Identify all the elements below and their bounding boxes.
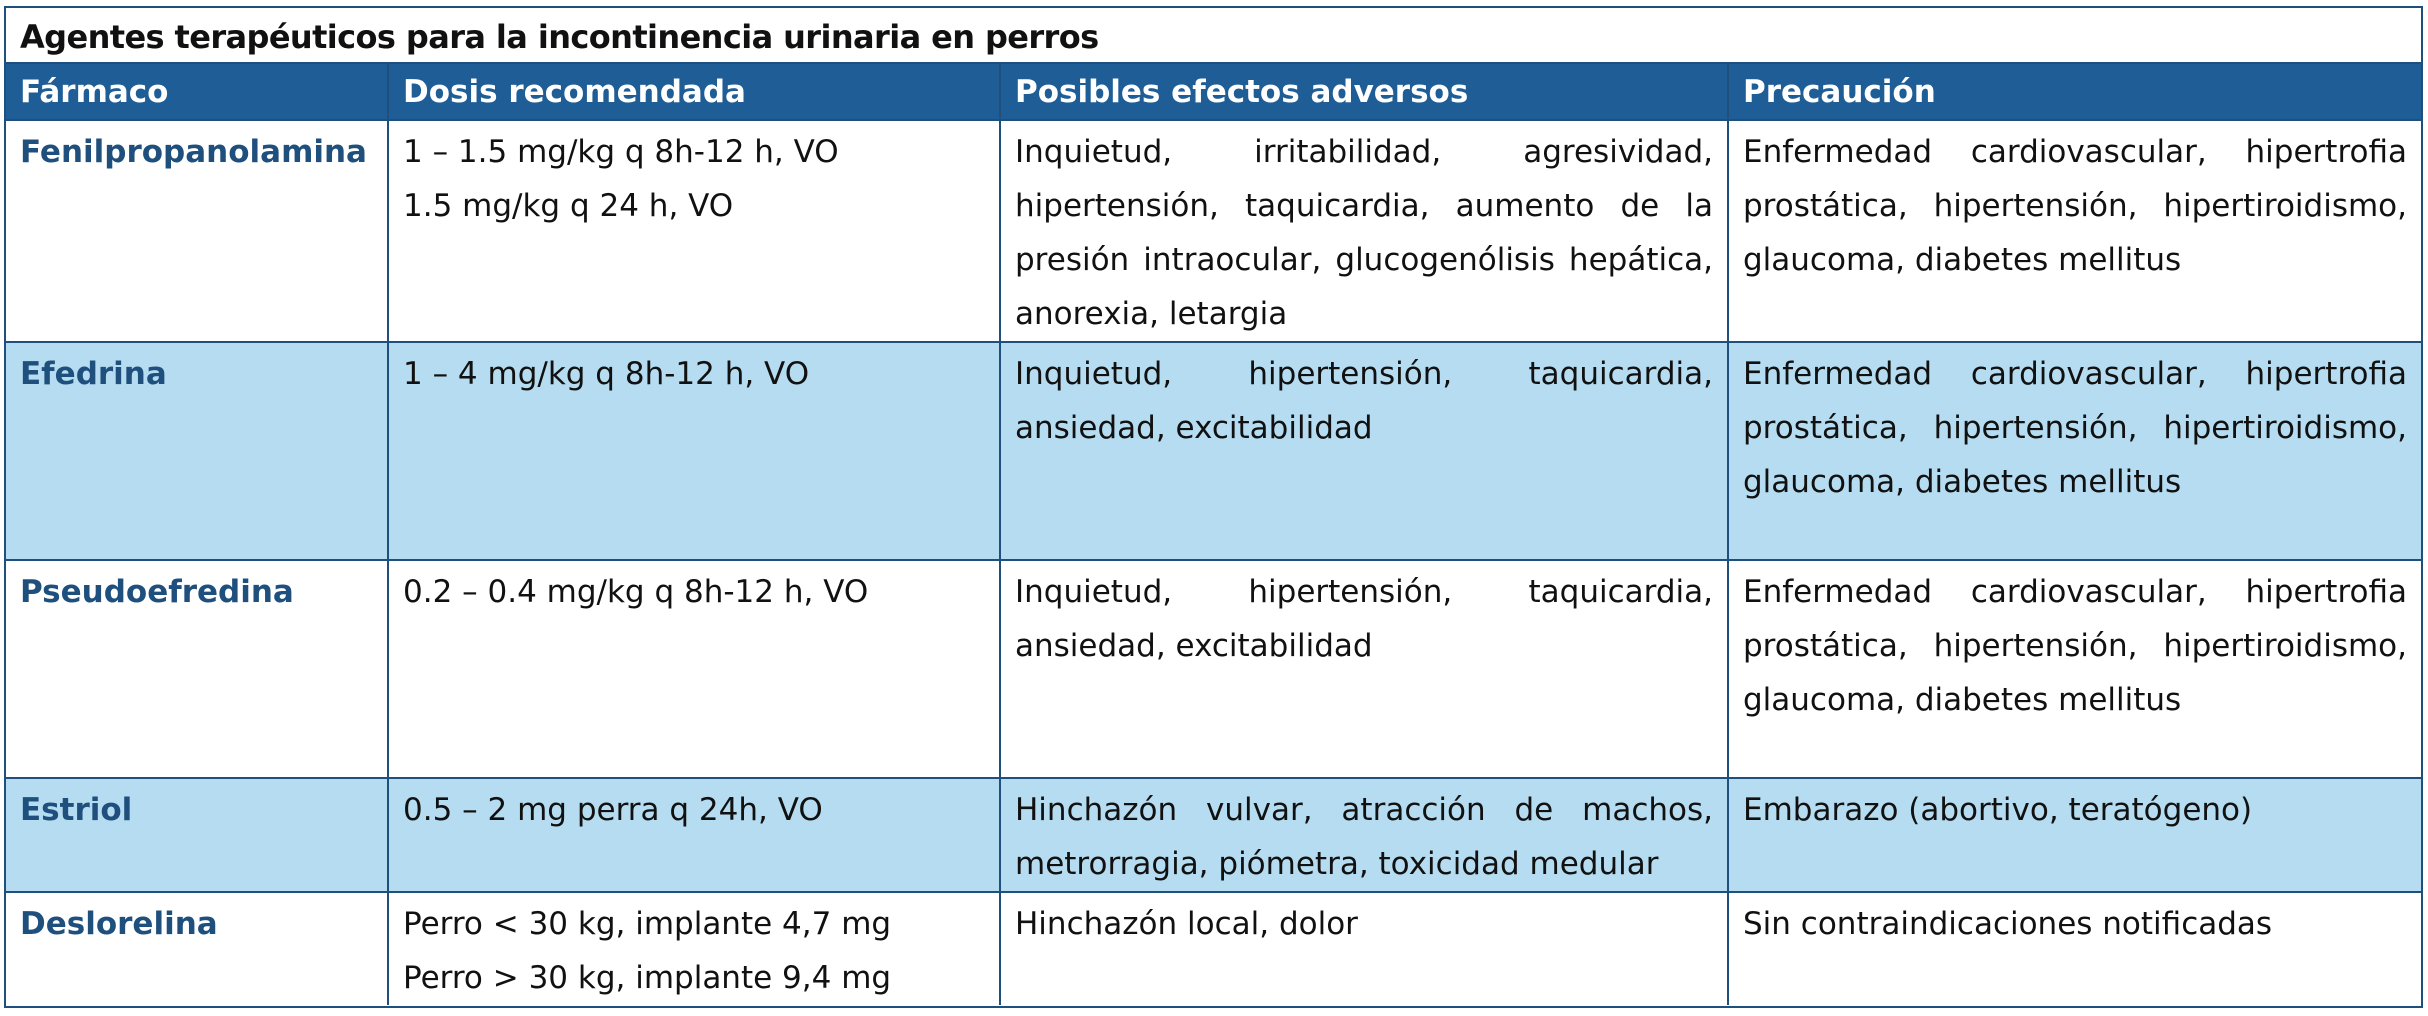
caution-cell: Enfermedad cardiovascular, hipertrofia prostática, hipertensión, hipertiroidismo, glaucoma, diabetes mellitus: [1728, 560, 2421, 778]
header-caution: Precaución: [1728, 64, 2421, 120]
dose-cell: [388, 892, 1000, 1005]
dose-line: 0.5 – 2 mg perra q 24h, VO: [403, 792, 823, 828]
drug-name: Pseudoefredina: [6, 560, 388, 778]
header-effects: Posibles efectos adversos: [1000, 64, 1728, 120]
effects-cell: Hinchazón vulvar, atracción de machos, metrorragia, piómetra, toxicidad medular: [1000, 778, 1728, 892]
caution-cell: Enfermedad cardiovascular, hipertrofia prostática, hipertensión, hipertiroidismo, glaucoma, diabetes mellitus: [1728, 342, 2421, 560]
dose-line: 1.5 mg/kg q 24 h, VO: [403, 188, 734, 224]
drug-name: Efedrina: [6, 342, 388, 560]
dose-cell: [388, 342, 1000, 560]
caution-cell: Sin contraindicaciones notificadas: [1728, 892, 2421, 1005]
table-row: [6, 778, 2421, 892]
dose-cell: [388, 778, 1000, 892]
drug-table: [6, 64, 2421, 1005]
caution-cell: Enfermedad cardiovascular, hipertrofia prostática, hipertensión, hipertiroidismo, glaucoma, diabetes mellitus: [1728, 120, 2421, 342]
dose-line: Perro > 30 kg, implante 9,4 mg: [403, 960, 892, 996]
dose-cell: [388, 120, 1000, 342]
dose-line: Perro < 30 kg, implante 4,7 mg: [403, 906, 892, 942]
drug-name: Deslorelina: [6, 892, 388, 1005]
dose-line: 1 – 1.5 mg/kg q 8h-12 h, VO: [403, 134, 839, 170]
effects-cell: Inquietud, hipertensión, taquicardia, ansiedad, excitabilidad: [1000, 560, 1728, 778]
drug-name: Fenilpropanolamina: [6, 120, 388, 342]
dose-line: 1 – 4 mg/kg q 8h-12 h, VO: [403, 356, 810, 392]
drug-table-container: [4, 6, 2423, 1008]
dose-line: 0.2 – 0.4 mg/kg q 8h-12 h, VO: [403, 574, 869, 610]
effects-cell: Inquietud, irritabilidad, agresividad, hipertensión, taquicardia, aumento de la presión intraocular, glucogenólisis hepática, anorexia, letargia: [1000, 120, 1728, 342]
effects-cell: Hinchazón local, dolor: [1000, 892, 1728, 1005]
table-row: [6, 892, 2421, 1005]
header-drug: Fármaco: [6, 64, 388, 120]
header-dose: Dosis recomendada: [388, 64, 1000, 120]
table-row: [6, 560, 2421, 778]
table-title: Agentes terapéuticos para la incontinencia urinaria en perros: [6, 8, 2421, 64]
caution-cell: Embarazo (abortivo, teratógeno): [1728, 778, 2421, 892]
header-row: [6, 64, 2421, 120]
dose-cell: [388, 560, 1000, 778]
effects-cell: Inquietud, hipertensión, taquicardia, ansiedad, excitabilidad: [1000, 342, 1728, 560]
table-row: [6, 120, 2421, 342]
drug-name: Estriol: [6, 778, 388, 892]
table-row: [6, 342, 2421, 560]
